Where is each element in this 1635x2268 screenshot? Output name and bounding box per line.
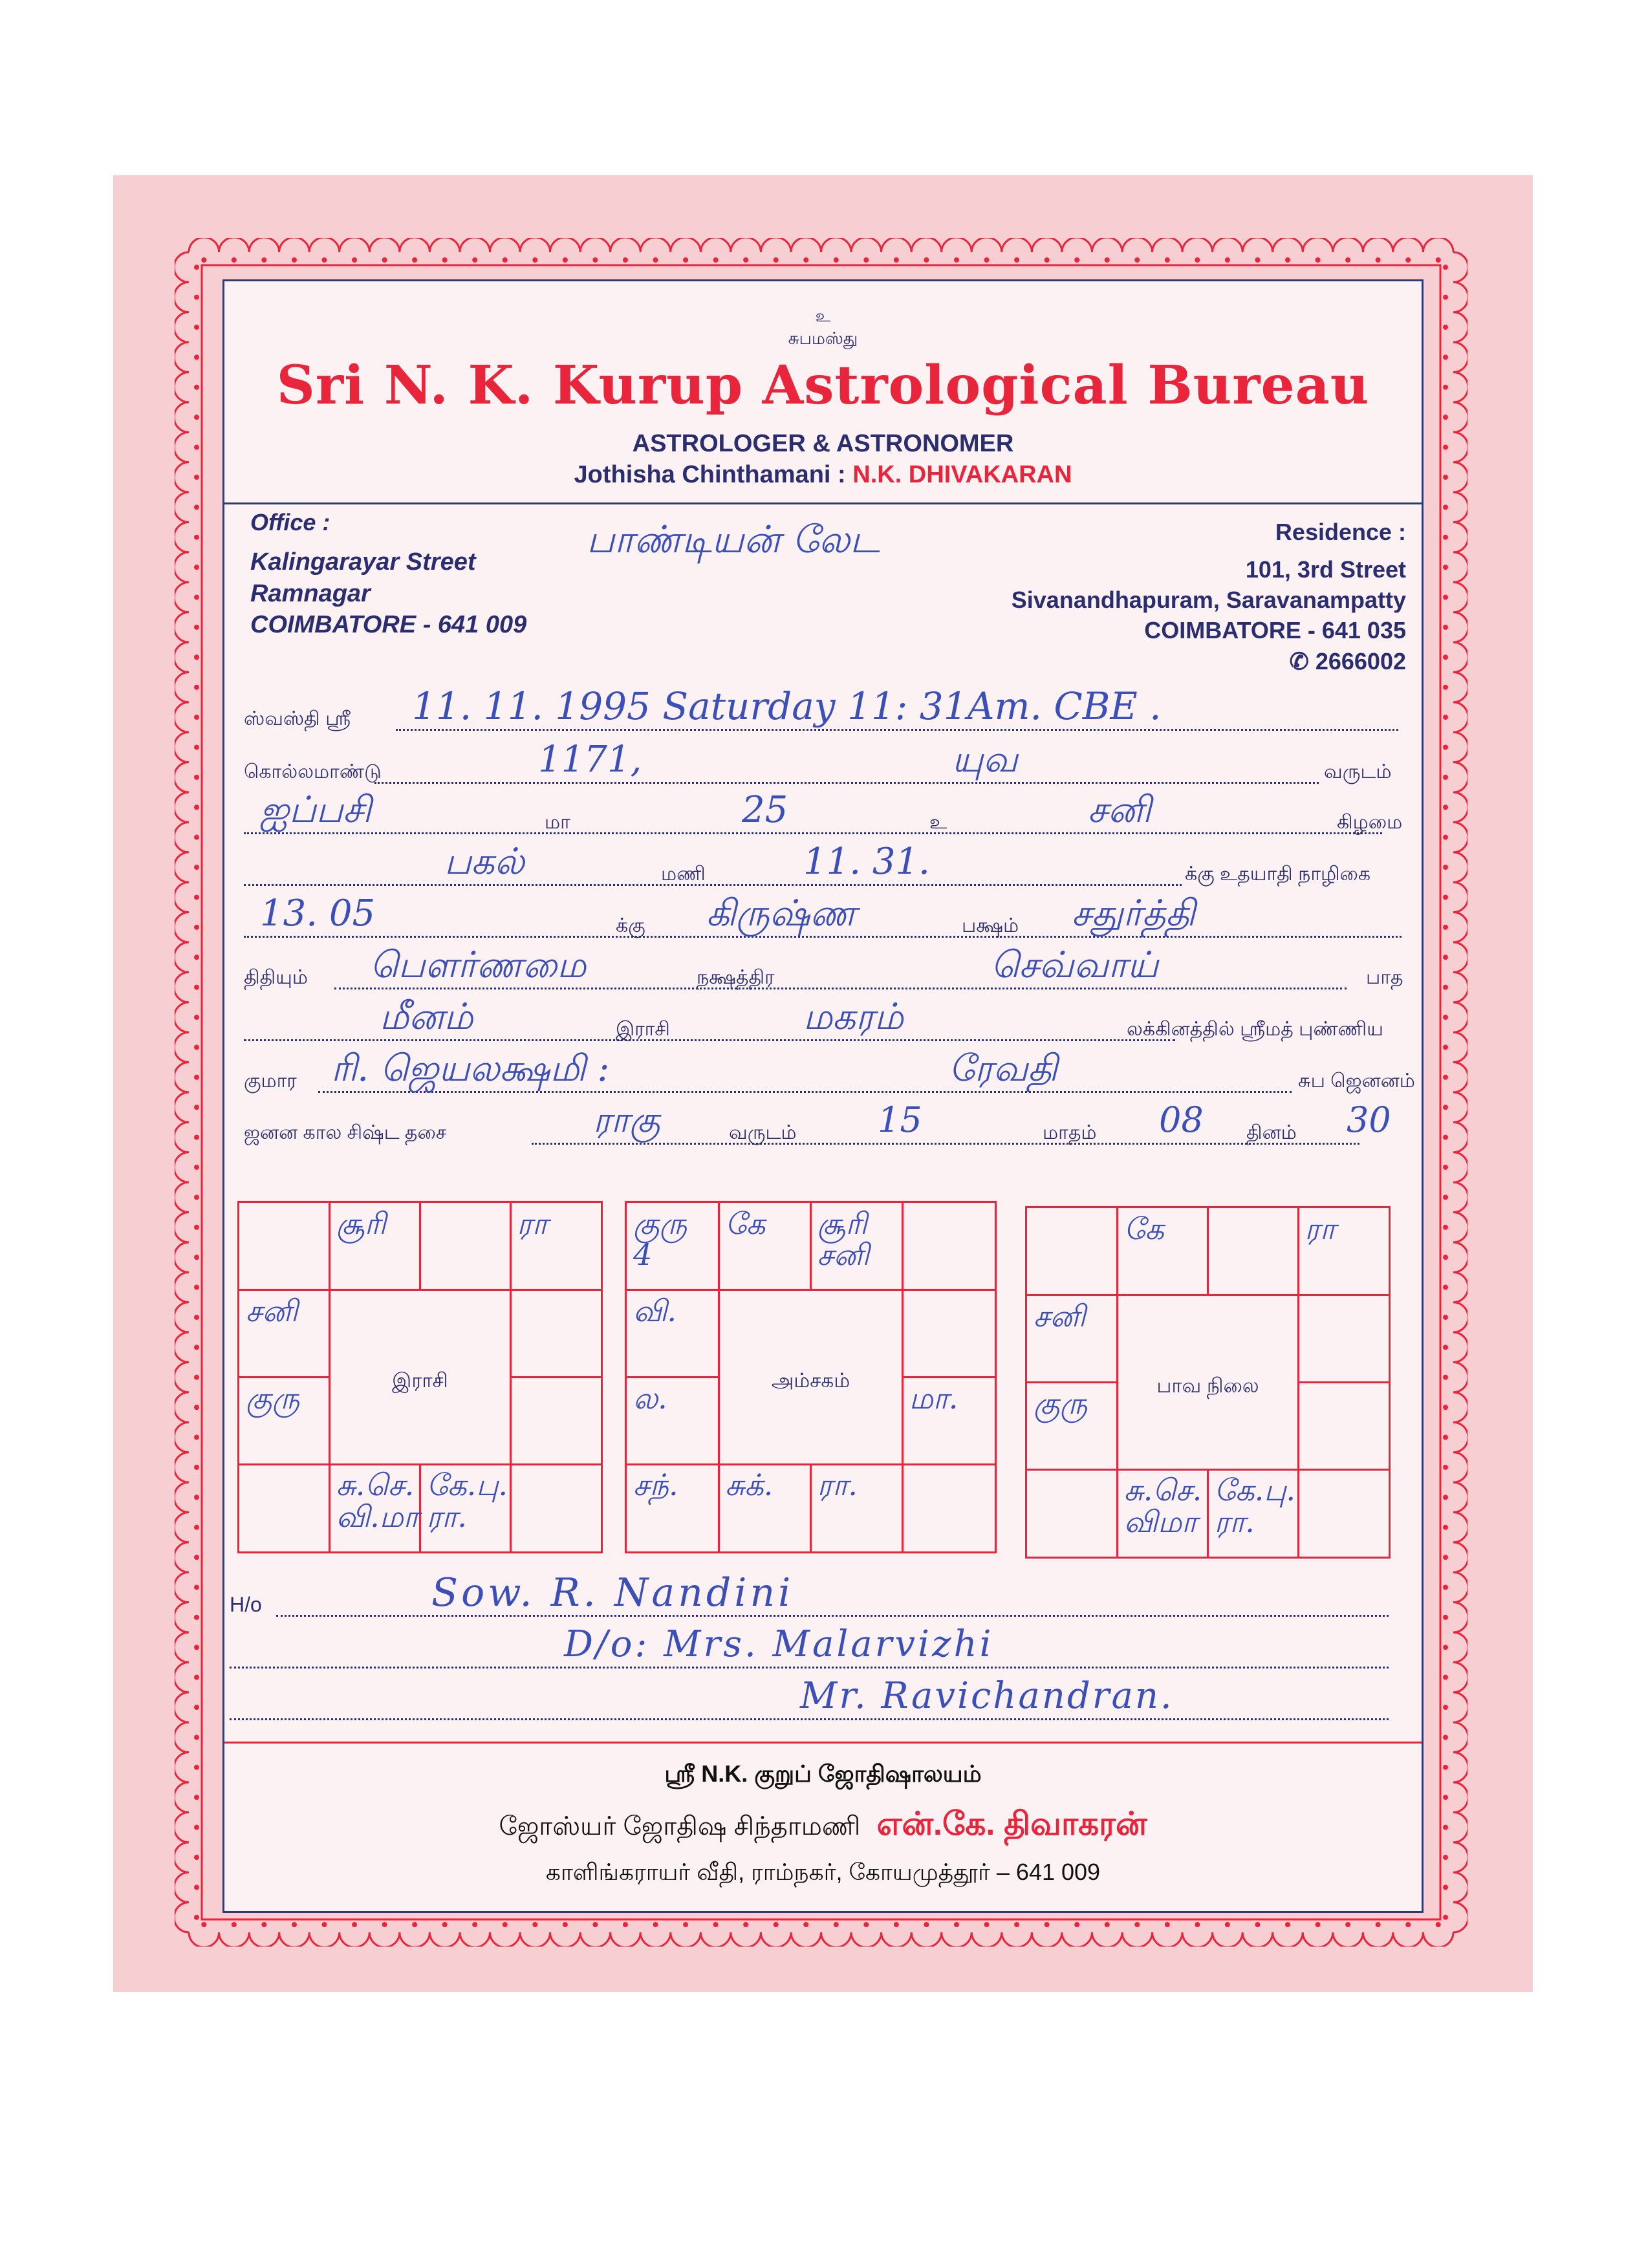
dotted-line <box>230 1718 1389 1720</box>
proprietor-name: N.K. DHIVAKARAN <box>852 461 1072 488</box>
year-label: வருடம் <box>1324 761 1392 783</box>
kku-label: க்கு <box>616 915 645 936</box>
rasi-chart <box>237 1201 603 1553</box>
office-line1: Kalingarayar Street <box>250 548 476 576</box>
grid-line <box>902 1203 904 1551</box>
residence-phone: ✆ 2666002 <box>1289 648 1406 675</box>
grid-line <box>1207 1208 1209 1295</box>
weekday-label: கிழமை <box>1337 812 1403 833</box>
chart-cell-text: ரா <box>1305 1211 1336 1246</box>
grid-line <box>1116 1208 1118 1557</box>
weekday-value: சனி <box>1088 789 1151 831</box>
bureau-title: Sri N. K. Kurup Astrological Bureau <box>276 354 1370 416</box>
grid-line <box>1027 1469 1389 1471</box>
grid-line <box>903 1376 995 1378</box>
footer-title: ஜோஸ்யர் ஜோதிஷ சிந்தாமணி <box>499 1812 861 1841</box>
chart-title: அம்சகம் <box>771 1369 850 1392</box>
day-label: உ <box>929 812 947 833</box>
grid-line <box>510 1376 601 1378</box>
amsam-chart <box>625 1201 997 1553</box>
hour-label: மணி <box>661 863 706 885</box>
swasti-sri-label: ஸ்வஸ்தி ஸ்ரீ <box>244 708 351 729</box>
chart-cell-text: மா. <box>909 1380 958 1416</box>
footer-line1: ஸ்ரீ N.K. குறுப் ஜோதிஷாலயம் <box>664 1760 982 1787</box>
chart-cell-text: சந். <box>633 1467 678 1503</box>
jananam-label: சுப ஜெனனம் <box>1298 1070 1415 1092</box>
ho-label: H/o <box>230 1593 262 1616</box>
chart-cell-text: ரா. <box>817 1467 858 1503</box>
chart-cell-text: கே <box>725 1206 766 1241</box>
grid-line <box>1207 1469 1209 1557</box>
day-value: 25 <box>742 789 788 831</box>
grid-line <box>329 1203 330 1551</box>
dotted-line <box>396 729 1398 731</box>
grid-line <box>1027 1294 1389 1296</box>
grid-line <box>1027 1381 1118 1383</box>
month-value: ஐப்பசி <box>260 789 372 831</box>
header-note: பாண்டியன் லேட <box>587 517 880 561</box>
chart-cell-text: சு.செ. வி.மா <box>336 1467 419 1534</box>
bhava-chart <box>1025 1206 1391 1559</box>
thithi-value: சதுர்த்தி <box>1072 892 1196 934</box>
month-label: மா <box>545 812 570 833</box>
chart-cell-text: சு.செ. விமா <box>1123 1473 1202 1539</box>
nakshatra-label: நக்ஷத்திர <box>697 967 775 988</box>
dotted-line <box>334 988 1347 989</box>
chart-cell-text: வி. <box>633 1293 677 1328</box>
chart-cell-text: குரு 4 <box>633 1206 688 1273</box>
months-label: மாதம் <box>1043 1122 1097 1143</box>
chart-cell-text: ல. <box>633 1380 667 1416</box>
form-panel <box>222 279 1424 1913</box>
hour-value: 11. 31. <box>803 841 930 883</box>
days-label: தினம் <box>1246 1122 1297 1143</box>
grid-line <box>239 1463 601 1465</box>
header-divider <box>224 502 1422 504</box>
residence-label: Residence : <box>1275 519 1406 545</box>
paksham-label: பக்ஷம் <box>962 915 1019 936</box>
grid-line <box>1298 1381 1389 1383</box>
months-value: 08 <box>1159 1099 1204 1140</box>
paksham-value: கிருஷ்ண <box>706 892 856 934</box>
grid-line <box>510 1203 512 1551</box>
lagna-value: மகரம் <box>803 996 904 1038</box>
proprietor-prefix: Jothisha Chinthamani : <box>574 461 846 488</box>
nazhigai-value: 13. 05 <box>260 892 376 934</box>
child-name-value: ரி. ஜெயலக்ஷமி : <box>331 1048 610 1090</box>
thithi-label: திதியும் <box>244 967 309 988</box>
rasi-label: இராசி <box>616 1019 670 1040</box>
grid-line <box>1297 1208 1299 1557</box>
kumara-label: குமார <box>244 1070 297 1092</box>
footer-divider <box>224 1742 1422 1744</box>
grid-line <box>419 1203 421 1290</box>
thithi-name-value: பௌர்ணமை <box>370 944 587 986</box>
dotted-line <box>244 884 1182 886</box>
grid-line <box>627 1463 995 1465</box>
birth-datetime: 11. 11. 1995 Saturday 11: 31Am. CBE . <box>412 684 1162 728</box>
star-value: ரேவதி <box>949 1048 1058 1090</box>
day-part-value: பகல் <box>444 841 525 883</box>
lagna-label: லக்கினத்தில் ஸ்ரீமத் புண்ணிய <box>1127 1019 1384 1040</box>
chart-cell-text: சூரி சனி <box>817 1206 869 1273</box>
dotted-line <box>244 1039 1175 1041</box>
grid-line <box>718 1203 720 1551</box>
dasa-value: ராகு <box>593 1099 660 1140</box>
dotted-line <box>244 832 1382 834</box>
grid-line <box>239 1376 330 1378</box>
rasi-value: மீனம் <box>380 996 473 1038</box>
office-label: Office : <box>250 509 330 535</box>
invocation-text: சுபமஸ்து <box>788 329 858 348</box>
dotted-line <box>244 936 1402 938</box>
chart-cell-text: ரா <box>517 1206 548 1241</box>
chart-cell-text: கே <box>1123 1211 1164 1246</box>
footer-address: காளிங்கராயர் வீதி, ராம்நகர், கோயமுத்தூர் – 641 009 <box>545 1859 1101 1885</box>
office-line2: Ramnagar <box>250 580 371 607</box>
chart-cell-text: கே.பு. ரா. <box>1214 1473 1296 1539</box>
udayadi-label: க்கு உதயாதி நாழிகை <box>1185 863 1371 885</box>
grid-line <box>810 1464 812 1551</box>
footer-line2 <box>224 1808 1422 1840</box>
days-value: 30 <box>1347 1099 1391 1140</box>
chart-cell-text: சனி <box>246 1293 298 1328</box>
kollam-year-label: கொல்லமாண்டு <box>244 761 382 783</box>
chart-cell-text: சுக். <box>725 1467 774 1503</box>
grid-line <box>627 1289 995 1291</box>
ho-line1: Sow. R. Nandini <box>431 1570 794 1615</box>
residence-line3: COIMBATORE - 641 035 <box>1144 617 1406 643</box>
tamil-year-value: யுவ <box>952 739 1018 781</box>
dotted-line <box>532 1143 1359 1145</box>
dotted-line <box>374 782 1319 784</box>
chart-cell-text: குரு <box>246 1380 300 1416</box>
chart-title: இராசி <box>392 1369 448 1392</box>
office-line3: COIMBATORE - 641 009 <box>250 611 527 638</box>
grid-line <box>627 1376 719 1378</box>
grid-line <box>419 1464 421 1551</box>
dotted-line <box>230 1667 1389 1669</box>
patha-label: பாத <box>1366 967 1403 988</box>
nakshatra-value: செவ்வாய் <box>991 944 1159 986</box>
chart-cell-text: குரு <box>1034 1385 1088 1421</box>
proprietor-line <box>224 462 1422 487</box>
kollam-year-value: 1171, <box>538 739 642 781</box>
chart-cell-text: சூரி <box>336 1206 386 1241</box>
ho-line2: D/o: Mrs. Malarvizhi <box>564 1623 994 1665</box>
subtitle: ASTROLOGER & ASTRONOMER <box>632 430 1014 457</box>
residence-line2: Sivanandhapuram, Saravanampatty <box>1011 587 1406 613</box>
residence-line1: 101, 3rd Street <box>1245 556 1406 583</box>
dotted-line <box>318 1091 1292 1093</box>
chart-title: பாவ நிலை <box>1156 1374 1259 1397</box>
chart-cell-text: சனி <box>1034 1298 1086 1334</box>
years-label: வருடம் <box>729 1122 797 1143</box>
chart-cell-text: கே.பு. ரா. <box>426 1467 508 1534</box>
years-value: 15 <box>878 1099 922 1140</box>
invocation-symbol: உ <box>815 306 831 325</box>
ho-line3: Mr. Ravichandran. <box>800 1675 1174 1717</box>
grid-line <box>810 1203 812 1290</box>
footer-name: என்.கே. திவாகரன் <box>876 1806 1147 1842</box>
grid-line <box>239 1289 601 1291</box>
dasa-label: ஜனன கால சிஷ்ட தசை <box>244 1122 447 1143</box>
